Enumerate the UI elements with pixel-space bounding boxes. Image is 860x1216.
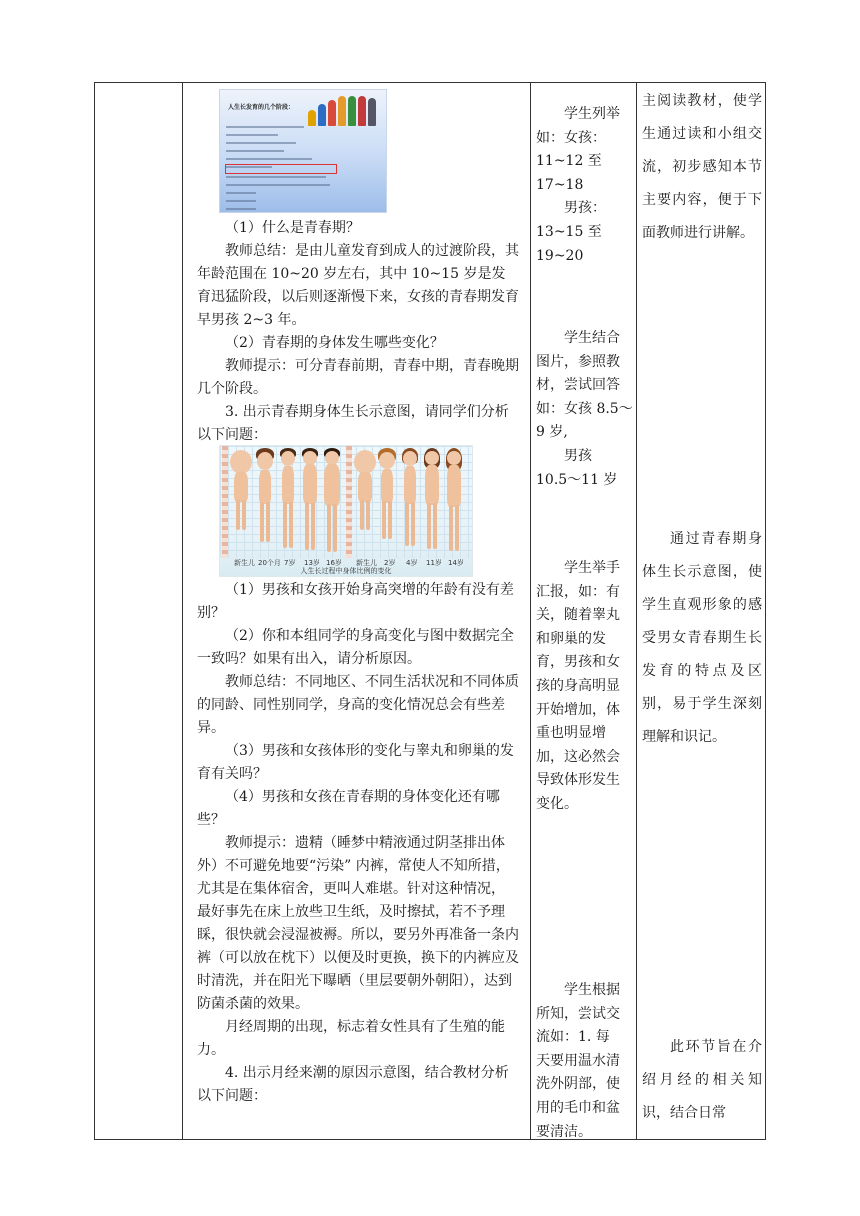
teacher-summary-1: 教师总结：是由儿童发育到成人的过渡阶段，其年龄范围在 10~20 岁左右，其中 10~15 岁是发育迅猛阶段，以后则逐渐慢下来，女孩的青春期发育早男孩 2~3 年。 bbox=[197, 243, 519, 328]
age-labels: 新生儿 20个月 7岁 13岁 16岁 新生儿 2岁 4岁 11岁 14岁 bbox=[234, 559, 464, 567]
question-height-difference: （1）男孩和女孩开始身高突增的年龄有没有差别？ bbox=[197, 582, 514, 621]
student-response-4: 学生根据 所知，尝试交 流如：1. 每 天要用温水清 洗外阴部，使 用的毛巾和盆 要清洁。 bbox=[536, 982, 620, 1140]
proportion-caption: 人生长过程中身体比例的变化 bbox=[300, 567, 392, 575]
question-body-shape: （3）男孩和女孩体形的变化与睾丸和卵巢的发育有关吗？ bbox=[197, 743, 514, 782]
teacher-hint-2: 教师提示：遗精（睡梦中精液通过阴茎排出体外）不可避免地要“污染” 内裤，常使人不知所措，尤其是在集体宿舍，更叫人难堪。针对这种情况， 最好事先在床上放些卫生纸，及时擦拭，若不予理睬，很快就会浸湿被褥。所以，要另外再准备一条内裤（可以放在枕下）以便及时更换，换下的内裤应及时清洗，并在阳光下曝晒（里层要朝外朝阳），达到防菌杀菌的效果。 bbox=[197, 835, 519, 1012]
question-what-is-adolescence: （1）什么是青春期？ bbox=[225, 220, 360, 236]
design-intent-1: 主阅读教材，使学生通过读和小组交流，初步感知本节主要内容，便于下面教师进行讲解。 bbox=[642, 93, 762, 241]
life-stages-image bbox=[219, 89, 387, 213]
question-body-changes: （2）青春期的身体发生哪些变化？ bbox=[225, 335, 444, 351]
teacher-hint-1: 教师提示：可分青春前期，青春中期，青春晚期几个阶段。 bbox=[197, 358, 519, 397]
body-proportion-image bbox=[219, 445, 473, 577]
adolescence-highlight bbox=[225, 164, 337, 174]
question-compare-group: （2）你和本组同学的身高变化与图中数据完全一致吗？如果有出入，请分析原因。 bbox=[197, 628, 514, 667]
teacher-summary-2: 教师总结：不同地区、不同生活状况和不同体质的同龄、同性别同学，身高的变化情况总会有些差异。 bbox=[197, 674, 519, 736]
question-other-changes: （4）男孩和女孩在青春期的身体变化还有哪些？ bbox=[197, 789, 500, 828]
design-intent-2: 通过青春期身体生长示意图，使学生直观形象的感受男女青春期生长发育的特点及区别，易于学生深刻理解和识记。 bbox=[642, 531, 762, 745]
step-4-instruction: 4. 出示月经来潮的原因示意图，结合教材分析以下问题： bbox=[197, 1065, 509, 1104]
menstruation-statement: 月经周期的出现，标志着女性具有了生殖的能力。 bbox=[197, 1019, 505, 1058]
lesson-table bbox=[94, 82, 766, 1140]
step-3-instruction: 3. 出示青春期身体生长示意图，请同学们分析以下问题： bbox=[197, 404, 509, 443]
student-response-3: 学生举手 汇报，如：有 关，随着睾丸 和卵巢的发 育，男孩和女 孩的身高明显 开始增加，体 重也明显增 加，这必然会 导致体形发生 变化。 bbox=[536, 560, 620, 812]
student-response-2: 学生结合 图片，参照教 材，尝试回答 如：女孩 8.5～ 9 岁, 男孩 10.5～11 岁 bbox=[536, 330, 633, 488]
column-divider bbox=[636, 83, 637, 1139]
design-intent-3: 此环节旨在介绍月经的相关知识，结合日常 bbox=[642, 1039, 762, 1121]
life-stages-title: 人生长发育的几个阶段： bbox=[228, 104, 295, 111]
student-response-1: 学生列举 如：女孩： 11~12 至 17~18 男孩： 13~15 至 19~20 bbox=[536, 106, 620, 264]
